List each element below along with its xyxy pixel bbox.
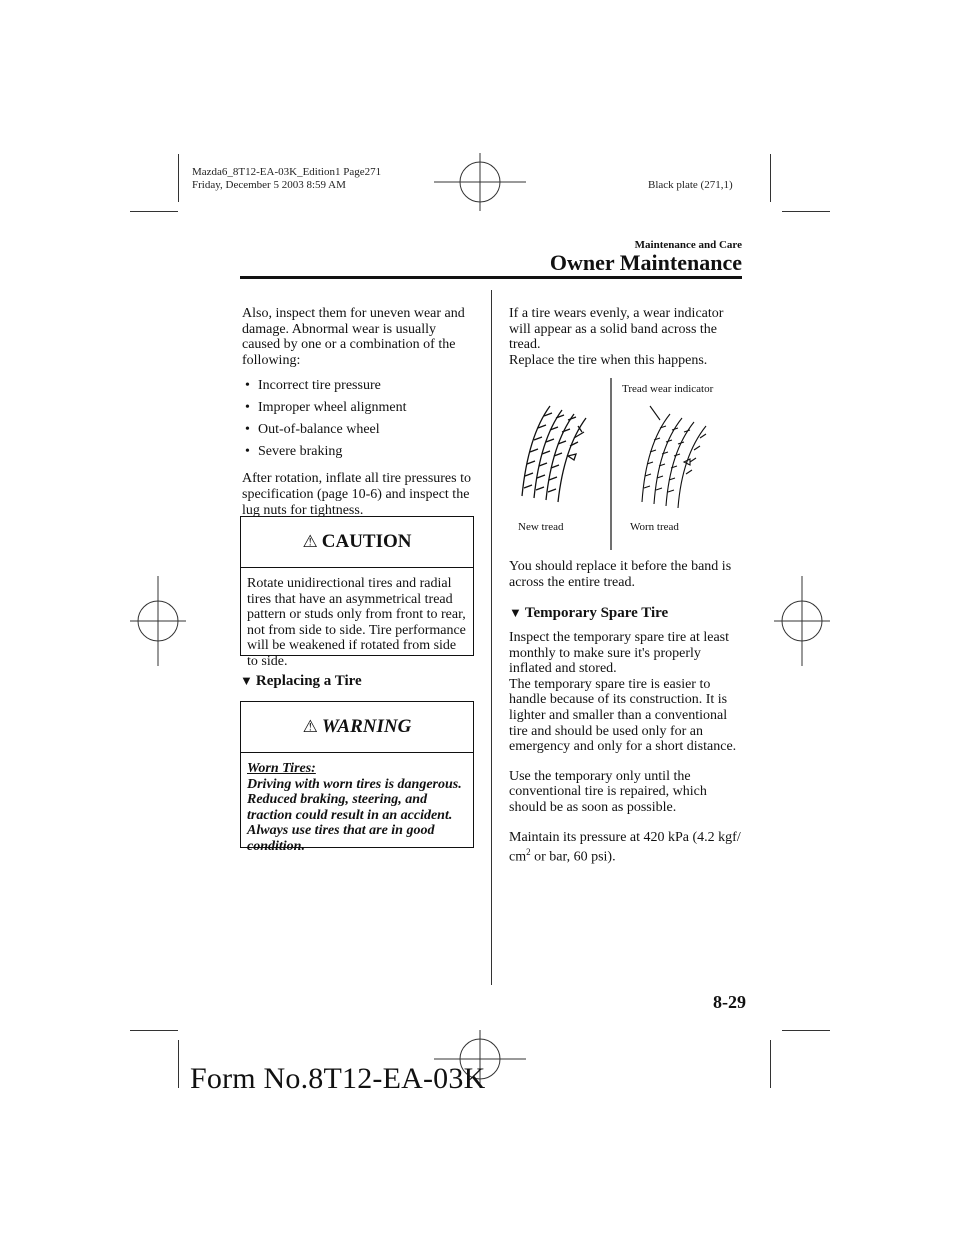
warning-text: Driving with worn tires is dangerous. Reduced braking, steering, and traction could result in an accident. Always use tires that are in good condition. <box>247 776 462 854</box>
section-marker-icon: ▼ <box>240 673 253 688</box>
right-column-top <box>509 306 743 368</box>
new-tread-illustration <box>522 406 586 502</box>
section-label: Maintenance and Care <box>634 239 742 251</box>
page-number: 8-29 <box>713 992 746 1012</box>
caution-header <box>241 517 473 568</box>
registration-mark-top <box>434 153 526 211</box>
caution-box <box>240 516 474 669</box>
list-item: • Out-of-balance wheel <box>242 419 474 441</box>
right-column-middle <box>509 559 743 590</box>
warning-subtitle: Worn Tires: <box>247 761 316 776</box>
warning-triangle-icon: ⚠ <box>302 717 318 736</box>
print-meta-line2: Friday, December 5 2003 8:59 AM <box>192 179 346 191</box>
worn-tread-illustration <box>642 406 706 508</box>
list-item: • Improper wheel alignment <box>242 397 474 419</box>
plate-label: Black plate (271,1) <box>648 179 733 191</box>
replacing-tire-heading-text: Replacing a Tire <box>255 673 362 689</box>
figure-label-indicator: Tread wear indicator <box>622 383 714 395</box>
print-meta-line1: Mazda6_8T12-EA-03K_Edition1 Page271 <box>192 166 382 178</box>
spare-paragraph-1: Inspect the temporary spare tire at least monthly to make sure it's properly inflated and stored. <box>509 630 730 677</box>
pressure-text-a: Maintain its pressure at 420 kPa (4.2 kgf/ <box>509 829 741 845</box>
left-column <box>242 306 474 518</box>
spare-tire-heading <box>509 604 668 622</box>
wear-paragraph: If a tire wears evenly, a wear indicator will appear as a solid band across the tread. <box>509 306 724 353</box>
column-divider <box>491 290 492 985</box>
band-paragraph: You should replace it before the band is across the entire tread. <box>509 559 732 590</box>
warning-title: WARNING <box>321 716 412 737</box>
figure-label-worn: Worn tread <box>630 521 679 533</box>
list-item: • Incorrect tire pressure <box>242 375 474 397</box>
replace-paragraph: Replace the tire when this happens. <box>509 352 708 368</box>
pressure-superscript: 2 <box>526 847 531 858</box>
print-meta <box>192 166 381 192</box>
intro-paragraph: Also, inspect them for uneven wear and damage. Abnormal wear is usually caused by one or a combination of the following: <box>242 306 465 368</box>
pressure-paragraph <box>509 830 743 866</box>
warning-triangle-icon: ⚠ <box>302 532 318 551</box>
cause-list <box>242 375 474 463</box>
after-rotation-paragraph: After rotation, inflate all tire pressures to specification (page 10-6) and inspect the lug nuts for tightness. <box>242 471 471 518</box>
right-column-bottom <box>509 630 743 865</box>
warning-box <box>240 701 474 854</box>
section-marker-icon: ▼ <box>509 605 522 620</box>
spare-paragraph-3: Use the temporary only until the conventional tire is repaired, which should be as soon as possible. <box>509 768 707 815</box>
list-item: • Severe braking <box>242 441 474 463</box>
replacing-tire-heading <box>240 672 362 690</box>
spare-paragraph-2: The temporary spare tire is easier to handle because of its construction. It is lighter and smaller than a conventional tire and should be used only for an emergency and only for a short distance. <box>509 676 737 755</box>
caution-body: Rotate unidirectional tires and radial tires that have an asymmetrical tread pattern or studs only from front to rear, not from side to side. Tire performance will be weakened if rotated from side to side. <box>247 576 466 669</box>
header-rule <box>240 276 742 279</box>
pressure-text-c: or bar, 60 psi). <box>530 849 616 865</box>
page-title: Owner Maintenance <box>549 250 742 275</box>
spare-tire-heading-text: Temporary Spare Tire <box>524 605 669 621</box>
registration-mark-left <box>130 576 186 666</box>
registration-mark-right <box>774 576 830 666</box>
tread-figure <box>510 376 730 552</box>
form-number: Form No.8T12-EA-03K <box>190 1062 486 1095</box>
warning-body <box>241 753 473 863</box>
pressure-text-b: cm <box>509 849 527 865</box>
figure-label-new: New tread <box>518 521 564 533</box>
warning-header <box>241 702 473 753</box>
caution-title: CAUTION <box>321 531 412 552</box>
